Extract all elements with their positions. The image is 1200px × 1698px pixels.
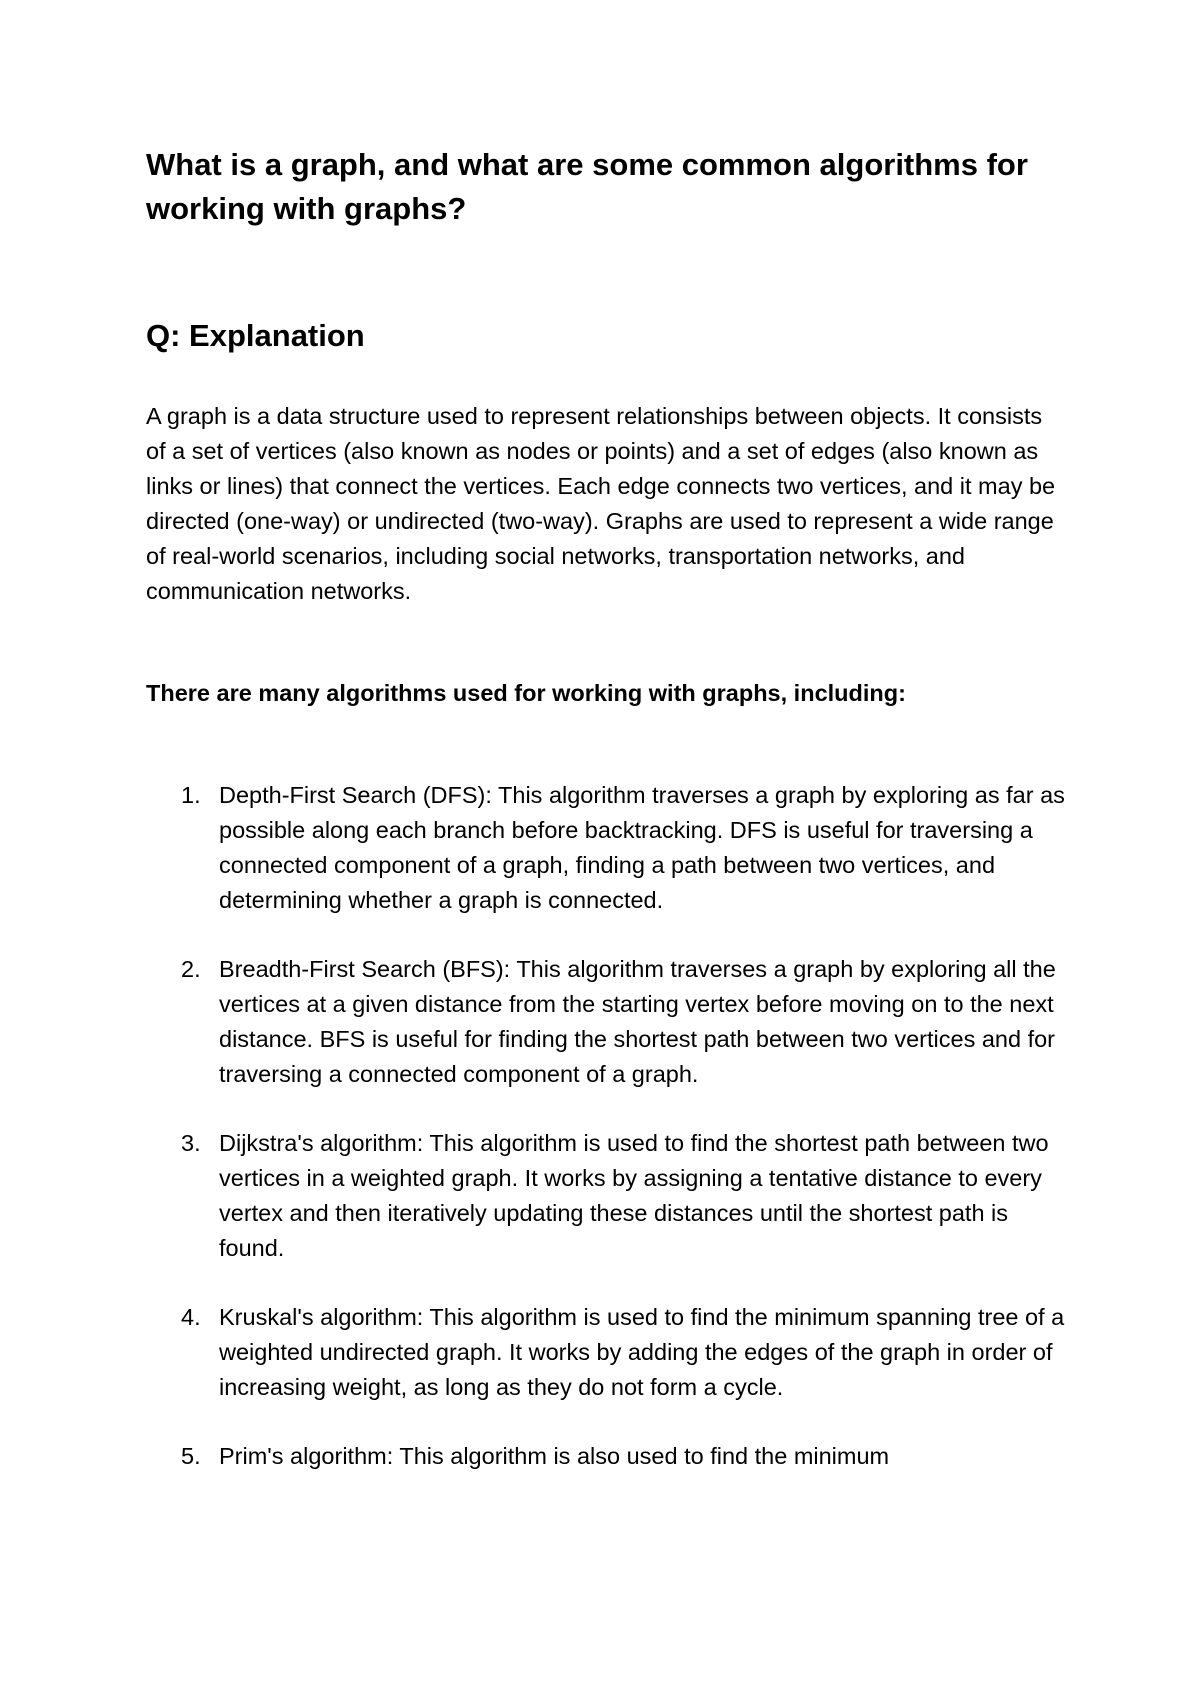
list-item-dijkstra [146,1126,1076,1266]
list-item-number: 2. [181,956,201,982]
section-heading: Q: Explanation [146,318,365,353]
list-item-number: 1. [181,782,201,808]
list-item-text: Dijkstra's algorithm: This algorithm is used to find the shortest path between two vertices in a weighted graph. It works by assigning a tentative distance to every vertex and then iteratively updating these distances until the shortest path is found. [219,1130,1049,1261]
intro-paragraph: A graph is a data structure used to represent relationships between objects. It consists of a set of vertices (also known as nodes or points) and a set of edges (also known as links or lines) that connect the vertices. Each edge connects two vertices, and it may be directed (one-way) or undirected (two-way). Graphs are used to represent a wide range of real-world scenarios, including social networks, transportation networks, and communication networks. [146,403,1056,604]
algorithms-lead-in: There are many algorithms used for working with graphs, including: [146,680,906,706]
list-item-number: 4. [181,1304,201,1330]
list-item-text: Prim's algorithm: This algorithm is also used to find the minimum [219,1443,890,1469]
list-item-text: Depth-First Search (DFS): This algorithm traverses a graph by exploring as far as possible along each branch before backtracking. DFS is useful for traversing a connected component of a graph, finding a path between two vertices, and determining whether a graph is connected. [219,782,1065,913]
list-item-kruskal [146,1300,1076,1405]
list-item-dfs [146,778,1076,918]
list-item-number: 5. [181,1443,201,1469]
list-item-text: Breadth-First Search (BFS): This algorithm traverses a graph by exploring all the vertices at a given distance from the starting vertex before moving on to the next distance. BFS is useful for finding the shortest path between two vertices and for traversing a connected component of a graph. [219,956,1056,1087]
list-item-bfs [146,952,1076,1092]
list-item-prim [146,1439,1076,1474]
page-title: What is a graph, and what are some common algorithms for working with graphs? [146,147,1028,226]
algorithm-list [146,778,1076,1508]
list-item-text: Kruskal's algorithm: This algorithm is used to find the minimum spanning tree of a weighted undirected graph. It works by adding the edges of the graph in order of increasing weight, as long as they do not form a cycle. [219,1304,1065,1400]
list-item-number: 3. [181,1130,201,1156]
